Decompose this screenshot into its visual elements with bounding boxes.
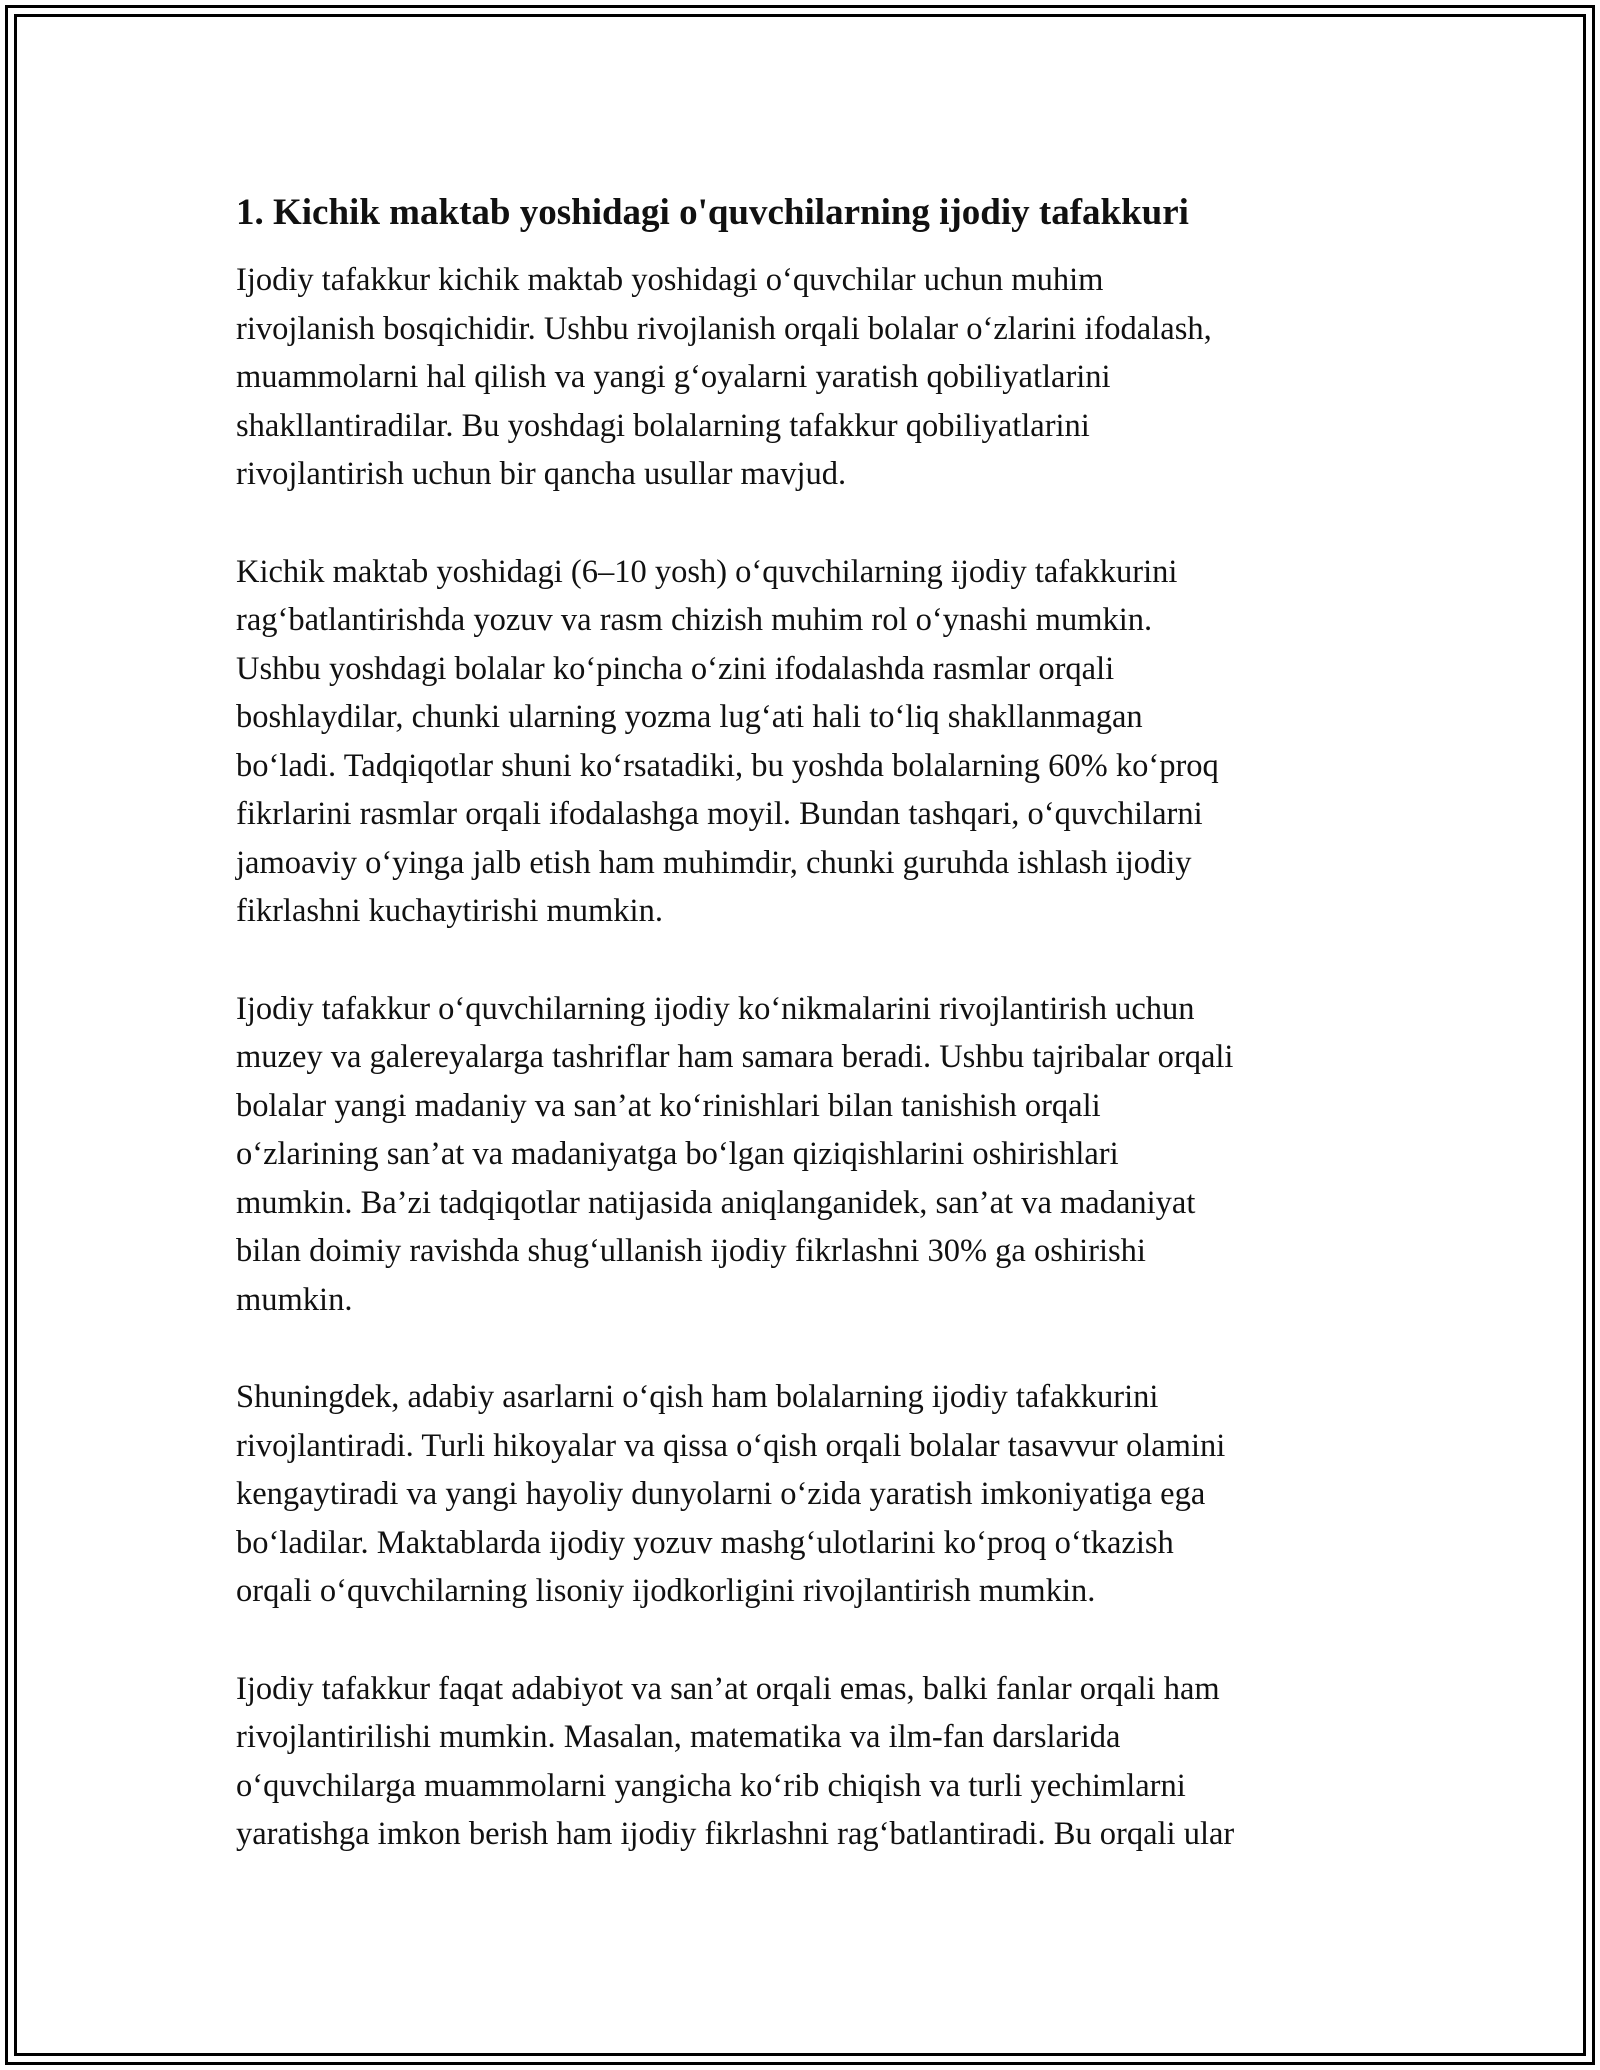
text-line: Shuningdek, adabiy asarlarni o‘qish ham bolalarning ijodiy tafakkurini <box>236 1379 1159 1415</box>
text-line: rivojlanish bosqichidir. Ushbu rivojlanish orqali bolalar o‘zlarini ifodalash, <box>236 310 1212 347</box>
text-line: mumkin. <box>236 1281 353 1318</box>
text-line: rag‘batlantirishda yozuv va rasm chizish muhim rol o‘ynashi mumkin. <box>236 602 1153 638</box>
text-line: Ijodiy tafakkur o‘quvchilarning ijodiy ko‘nikmalarini rivojlantirish uchun <box>236 990 1195 1027</box>
text-line: Ijodiy tafakkur kichik maktab yoshidagi o‘quvchilar uchun muhim <box>236 262 1104 298</box>
text-line: bolalar yangi madaniy va san’at ko‘rinishlari bilan tanishish orqali <box>236 1087 1101 1124</box>
text-line: Ushbu yoshdagi bolalar ko‘pincha o‘zini ifodalashda rasmlar orqali <box>236 650 1115 687</box>
text-line: muammolarni hal qilish va yangi g‘oyalarni yaratish qobiliyatlarini <box>236 359 1111 395</box>
text-line: rivojlantirish uchun bir qancha usullar mavjud. <box>236 456 847 492</box>
paragraph-5 <box>236 1665 1376 1859</box>
text-line: shakllantiradilar. Bu yoshdagi bolalarning tafakkur qobiliyatlarini <box>236 407 1090 444</box>
text-line: Kichik maktab yoshidagi (6–10 yosh) o‘quvchilarning ijodiy tafakkurini <box>236 553 1178 590</box>
text-line: bilan doimiy ravishda shug‘ullanish ijodiy fikrlashni 30% ga oshirishi <box>236 1233 1146 1269</box>
text-line: bo‘ladi. Tadqiqotlar shuni ko‘rsatadiki, bu yoshda bolalarning 60% ko‘proq <box>236 747 1219 784</box>
text-line: fikrlashni kuchaytirishi mumkin. <box>236 893 663 929</box>
paragraph-1 <box>236 256 1376 499</box>
text-line: o‘zlarining san’at va madaniyatga bo‘lgan qiziqishlarini oshirishlari <box>236 1136 1119 1172</box>
text-line: jamoaviy o‘yinga jalb etish ham muhimdir, chunki guruhda ishlash ijodiy <box>236 844 1192 881</box>
paragraph-4 <box>236 1373 1376 1616</box>
section-heading: 1. Kichik maktab yoshidagi o'quvchilarning ijodiy tafakkuri <box>236 192 1189 233</box>
text-line: boshlaydilar, chunki ularning yozma lug‘ati hali to‘liq shakllanmagan <box>236 699 1143 735</box>
text-line: Ijodiy tafakkur faqat adabiyot va san’at orqali emas, balki fanlar orqali ham <box>236 1670 1220 1707</box>
text-line: kengaytiradi va yangi hayoliy dunyolarni o‘zida yaratish imkoniyatiga ega <box>236 1476 1206 1512</box>
text-line: o‘quvchilarga muammolarni yangicha ko‘rib chiqish va turli yechimlarni <box>236 1767 1186 1804</box>
document-body <box>236 188 1376 1908</box>
text-line: orqali o‘quvchilarning lisoniy ijodkorligini rivojlantirish mumkin. <box>236 1573 1096 1609</box>
text-line: muzey va galereyalarga tashriflar ham samara beradi. Ushbu tajribalar orqali <box>236 1039 1234 1075</box>
paragraphs-container <box>236 256 1376 1859</box>
paragraph-3 <box>236 985 1376 1325</box>
text-line: rivojlantirilishi mumkin. Masalan, matematika va ilm-fan darslarida <box>236 1719 1121 1755</box>
text-line: yaratishga imkon berish ham ijodiy fikrlashni rag‘batlantiradi. Bu orqali ular <box>236 1816 1235 1852</box>
paragraph-2 <box>236 548 1376 936</box>
text-line: bo‘ladilar. Maktablarda ijodiy yozuv mashg‘ulotlarini ko‘proq o‘tkazish <box>236 1524 1174 1561</box>
text-line: rivojlantiradi. Turli hikoyalar va qissa o‘qish orqali bolalar tasavvur olamini <box>236 1427 1226 1464</box>
text-line: mumkin. Ba’zi tadqiqotlar natijasida aniqlanganidek, san’at va madaniyat <box>236 1184 1196 1221</box>
text-line: fikrlarini rasmlar orqali ifodalashga moyil. Bundan tashqari, o‘quvchilarni <box>236 796 1203 832</box>
